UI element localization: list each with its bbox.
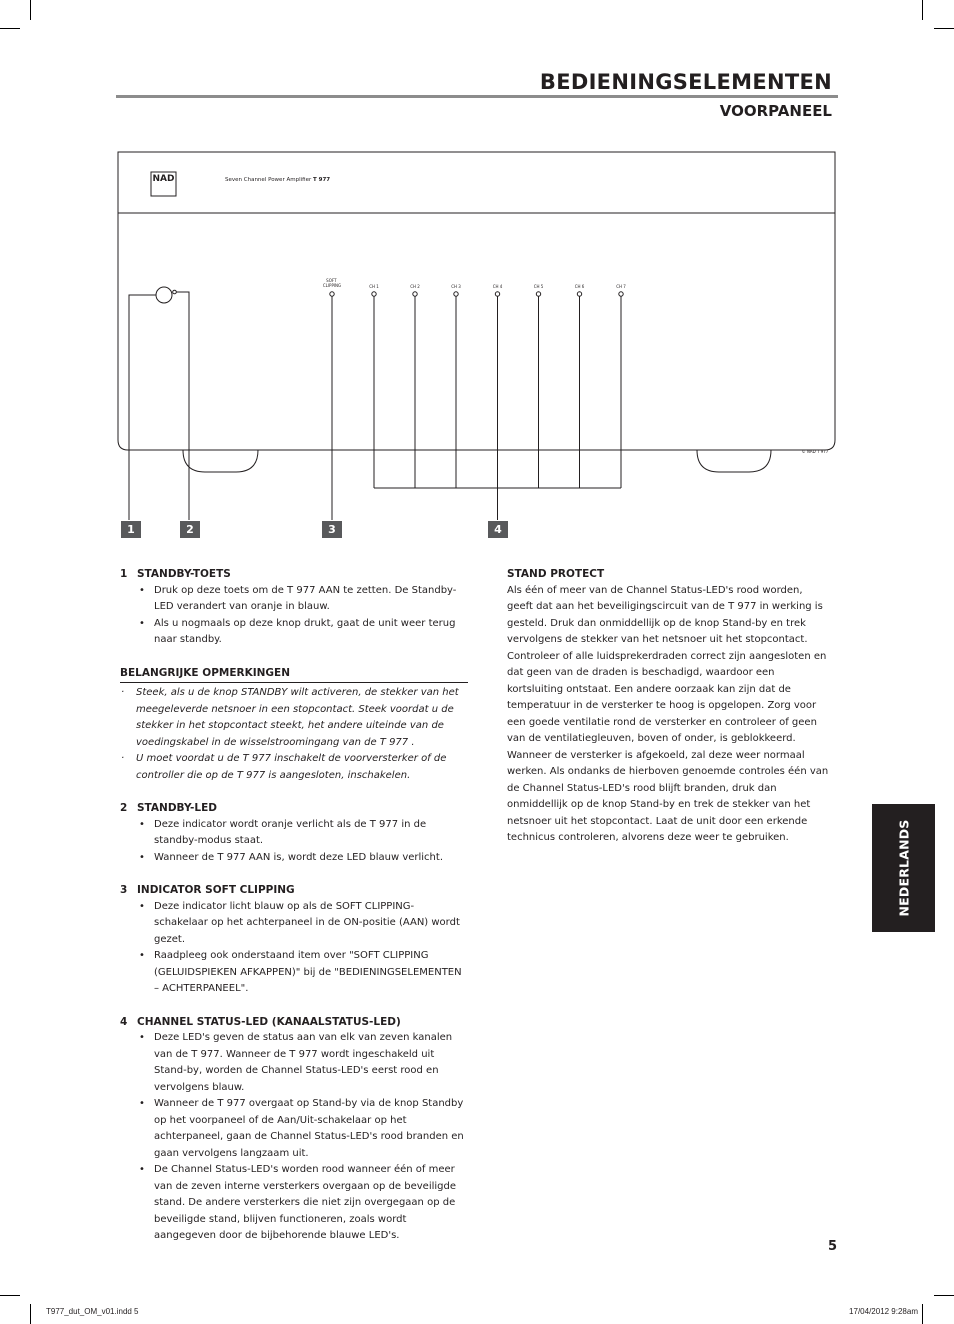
list-item: • Raadpleeg ook onderstaand item over "SOFT CLIPPING (GELUIDSPIEKEN AFKAPPEN)" bij de "BEDIENINGSELEMENTEN – ACHTERPANEEL". (120, 948, 468, 998)
standby-button-icon (156, 287, 172, 303)
list-item: · U moet voordat u de T 977 inschakelt de voorversterker of de controller die op de T 977 is aangesloten, inschakelen. (120, 751, 468, 784)
channel-label: CH 5 (533, 284, 544, 289)
channel-label: CH 6 (574, 284, 585, 289)
stand-protect-body: Als één of meer van de Channel Status-LED's rood worden, geeft dat aan het beveiligingscircuit van de T 977 in werking is gesteld. Druk dan onmiddellijk op de knop Stand-by en trek vervolgens de stekker van het netsnoer uit het stopcontact. Controleer of alle luidsprekerdraden correct zijn aangesloten en dat geen van de draden is beschadigd, waardoor een kortsluiting ontstaat. Een andere oorzaak kan zijn dat de temperatuur in de versterker te hoog is opgelopen. Zorg voor een goede ventilatie rond de versterker en controleer of geen van de ventilatiegleuven, boven of onder, is geblokkeerd. Wanneer de versterker is afgekoeld, zal deze weer normaal werken. Als ondanks de hierboven genoemde controles één van de Channel Status-LED's rood blijft branden, druk dan onmiddellijk op de knop Stand-by en trek de stekker van het netsnoer uit het stopcontact. Laat de unit door een erkende technicus controleren, alvorens deze weer te gebruiken. (507, 584, 829, 843)
list-item: • Deze LED's geven de status aan van elk van zeven kanalen van de T 977. Wanneer de T 977 wordt ingeschakeld uit Stand-by, worden de Channel Status-LED's eerst rood en vervolgens blauw. (120, 1030, 468, 1096)
crop-mark (934, 1295, 954, 1296)
footer-filename: T977_dut_OM_v01.indd 5 (46, 1307, 139, 1316)
callout-4: 4 (488, 521, 508, 538)
footer-timestamp: 17/04/2012 9:28am (849, 1307, 918, 1316)
channel-label: CH 1 (369, 284, 379, 289)
standby-led-icon (173, 290, 177, 294)
channel-led-icon (577, 292, 581, 296)
copyright-text: © NAD T 977 (801, 449, 829, 454)
section-heading: 1 STANDBY-TOETS (120, 568, 231, 580)
crop-mark (0, 1295, 20, 1296)
model-label: Seven Channel Power Amplifier T 977 (225, 177, 331, 183)
left-foot (183, 450, 258, 472)
soft-clipping-led-icon (330, 292, 334, 296)
section-heading: BELANGRIJKE OPMERKINGEN (120, 665, 468, 684)
left-column (120, 566, 468, 1261)
callout-3: 3 (322, 521, 342, 538)
panel-outline (118, 152, 835, 450)
page-title: BEDIENINGSELEMENTEN (539, 70, 832, 94)
section-heading: 3 INDICATOR SOFT CLIPPING (120, 884, 295, 896)
section-standby-led (120, 800, 468, 866)
channel-led-icon (495, 292, 499, 296)
channel-label: CH 3 (451, 284, 461, 289)
list-item: · Steek, als u de knop STANDBY wilt activeren, de stekker van het meegeleverde netsnoer in een stopcontact. Steek voordat u de stekker in het stopcontact steekt, het andere uiteinde van de voedingskabel in de wisselstroomingang van de T 977 . (120, 685, 468, 751)
section-channel-status (120, 1014, 468, 1245)
soft-clipping-label: SOFT CLIPPING (322, 278, 342, 288)
list-item: • Deze indicator wordt oranje verlicht als de T 977 in de standby-modus staat. (120, 817, 468, 850)
crop-mark (30, 1304, 31, 1324)
crop-mark (922, 1304, 923, 1324)
section-heading: STAND PROTECT (507, 568, 605, 580)
callout-2: 2 (180, 521, 200, 538)
language-tab (872, 804, 935, 932)
list-item: • Wanneer de T 977 overgaat op Stand-by via de knop Standby op het voorpaneel of de Aan/Uit-schakelaar op het achterpaneel, gaan de Channel Status-LED's rood branden en gaan vervolgens langzaam uit. (120, 1096, 468, 1162)
leader-line-1 (129, 295, 156, 520)
section-soft-clipping (120, 882, 468, 998)
channel-label: CH 2 (410, 284, 420, 289)
section-heading: 4 CHANNEL STATUS-LED (KANAALSTATUS-LED) (120, 1015, 401, 1028)
language-tab-label: NEDERLANDS (896, 819, 911, 917)
channel-label: CH 4 (492, 284, 503, 289)
list-item: • Deze indicator licht blauw op als de SOFT CLIPPING-schakelaar op het achterpaneel in de ON-positie (AAN) wordt gezet. (120, 899, 468, 949)
channel-led-icon (454, 292, 458, 296)
list-item: • De Channel Status-LED's worden rood wanneer één of meer van de zeven interne versterkers overgaan op de beveiligde stand. De andere versterkers die niet zijn overgegaan op de beveiligde stand, blijven functioneren, zoals wordt aangegeven door de bijbehorende blauwe LED's. (120, 1162, 468, 1245)
section-important-notes (120, 665, 468, 785)
channel-led-icon (619, 292, 623, 296)
channel-led-icon (536, 292, 540, 296)
channel-label: CH 7 (616, 284, 626, 289)
nad-logo: NAD (152, 174, 175, 184)
leader-line-2 (177, 292, 190, 520)
list-item: • Als u nogmaals op deze knop drukt, gaat de unit weer terug naar standby. (120, 616, 468, 649)
channel-led-icon (413, 292, 417, 296)
front-panel-diagram (0, 0, 954, 560)
channel-led-icon (372, 292, 376, 296)
section-standby-button (120, 566, 468, 649)
page-subtitle: VOORPANEEL (719, 102, 832, 120)
callout-1: 1 (121, 521, 141, 538)
section-heading: 2 STANDBY-LED (120, 802, 217, 814)
right-foot (697, 450, 771, 472)
list-item: • Druk op deze toets om de T 977 AAN te zetten. De Standby-LED verandert van oranje in blauw. (120, 583, 468, 616)
right-column (507, 566, 829, 847)
list-item: • Wanneer de T 977 AAN is, wordt deze LED blauw verlicht. (120, 850, 468, 867)
page-number: 5 (828, 1239, 838, 1254)
